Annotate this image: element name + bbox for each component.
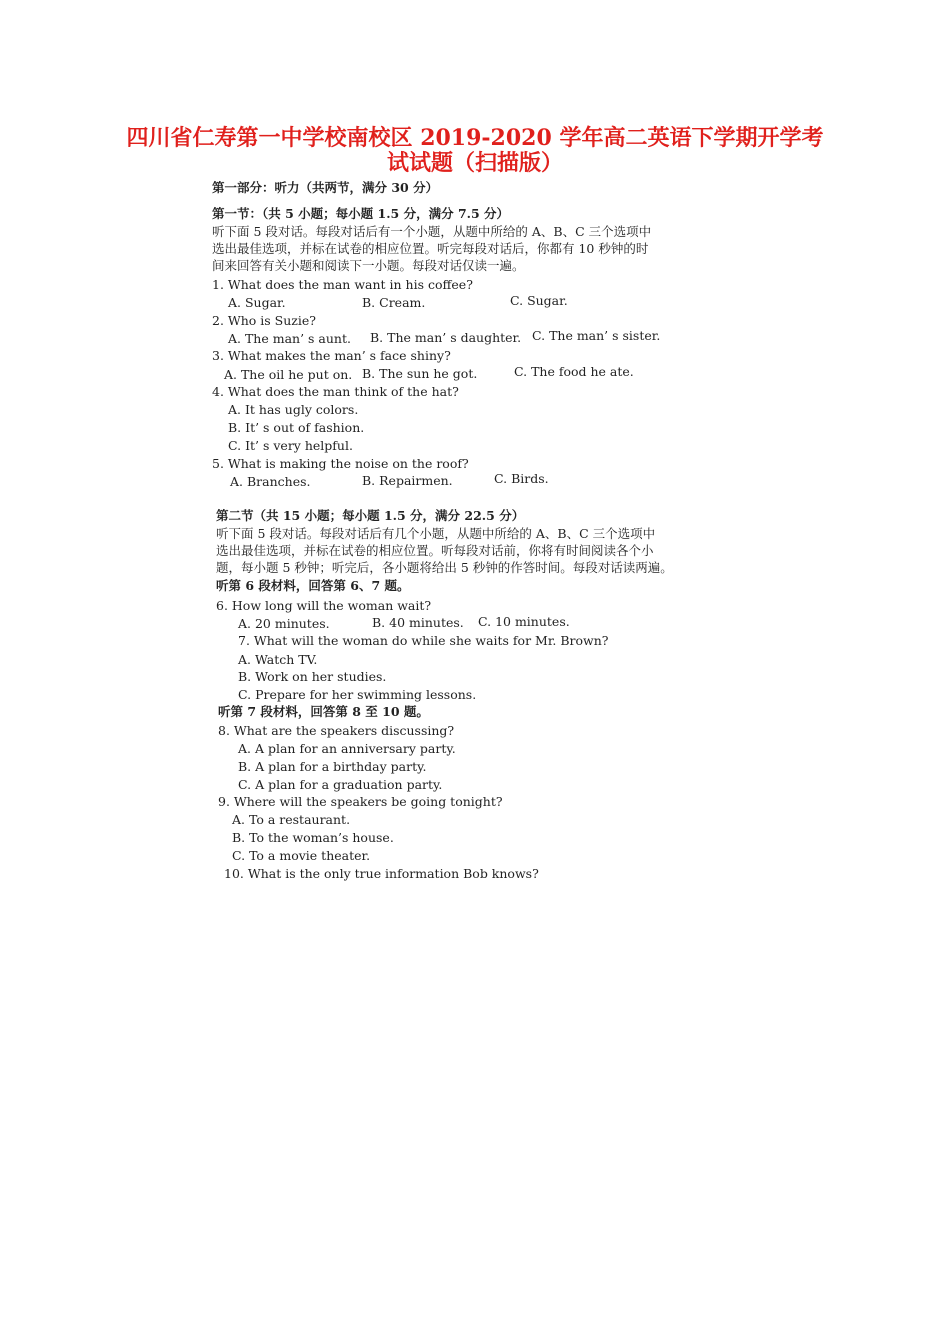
q9-option-a: A. To a restaurant. <box>232 812 351 827</box>
q1-option-b: B. Cream. <box>362 295 426 310</box>
q3-option-a: A. The oil he put on. <box>224 367 353 382</box>
question-1: 1. What does the man want in his coffee? <box>212 277 473 292</box>
scanned-exam-page <box>212 176 692 888</box>
q8-option-c: C. A plan for a graduation party. <box>238 777 443 792</box>
question-4: 4. What does the man think of the hat? <box>212 384 459 399</box>
q9-option-c: C. To a movie theater. <box>232 848 371 863</box>
section2-instruction: 题，每小题 5 秒钟；听完后，各小题将给出 5 秒钟的作答时间。每段对话读两遍。 <box>216 560 673 575</box>
q8-option-a: A. A plan for an anniversary party. <box>238 741 456 756</box>
question-6: 6. How long will the woman wait? <box>216 598 432 613</box>
q2-option-a: A. The man’ s aunt. <box>228 331 351 346</box>
section2-instruction: 选出最佳选项，并标在试卷的相应位置。听每段对话前，你将有时间阅读各个小 <box>216 543 654 558</box>
section2-instruction: 听下面 5 段对话。每段对话后有几个小题，从题中所给的 A、B、C 三个选项中 <box>216 526 656 541</box>
q6-option-a: A. 20 minutes. <box>238 616 330 631</box>
q4-option-a: A. It has ugly colors. <box>228 402 359 417</box>
material-7-heading: 听第 7 段材料，回答第 8 至 10 题。 <box>218 704 429 719</box>
q5-option-b: B. Repairmen. <box>362 473 453 488</box>
q7-option-b: B. Work on her studies. <box>238 669 387 684</box>
question-3: 3. What makes the man’ s face shiny? <box>212 348 451 363</box>
q2-option-c: C. The man’ s sister. <box>532 328 661 343</box>
q5-option-c: C. Birds. <box>494 471 549 486</box>
q4-option-b: B. It’ s out of fashion. <box>228 420 365 435</box>
q7-option-a: A. Watch TV. <box>238 652 318 667</box>
question-9: 9. Where will the speakers be going tonight? <box>218 794 503 809</box>
part1-heading: 第一部分：听力（共两节，满分 30 分） <box>212 180 439 195</box>
question-7: 7. What will the woman do while she waits for Mr. Brown? <box>238 633 609 648</box>
question-8: 8. What are the speakers discussing? <box>218 723 455 738</box>
page-title-line-2: 试试题（扫描版） <box>386 150 563 176</box>
q5-option-a: A. Branches. <box>230 474 311 489</box>
q3-option-c: C. The food he ate. <box>514 364 634 379</box>
q9-option-b: B. To the woman’s house. <box>232 830 394 845</box>
q8-option-b: B. A plan for a birthday party. <box>238 759 427 774</box>
material-6-heading: 听第 6 段材料，回答第 6、7 题。 <box>216 578 410 593</box>
section1-instruction: 选出最佳选项，并标在试卷的相应位置。听完每段对话后，你都有 10 秒钟的时 <box>212 241 649 256</box>
q6-option-c: C. 10 minutes. <box>478 614 570 629</box>
q7-option-c: C. Prepare for her swimming lessons. <box>238 687 477 702</box>
section1-instruction: 听下面 5 段对话。每段对话后有一个小题，从题中所给的 A、B、C 三个选项中 <box>212 224 652 239</box>
section1-heading: 第一节：（共 5 小题；每小题 1.5 分，满分 7.5 分） <box>212 206 510 221</box>
question-2: 2. Who is Suzie? <box>212 313 316 328</box>
section2-heading: 第二节（共 15 小题；每小题 1.5 分，满分 22.5 分） <box>216 508 525 523</box>
section1-instruction: 间来回答有关小题和阅读下一小题。每段对话仅读一遍。 <box>212 258 525 273</box>
page-title-line-1: 四川省仁寿第一中学校南校区 2019-2020 学年高二英语下学期开学考 <box>126 125 824 151</box>
q3-option-b: B. The sun he got. <box>362 366 478 381</box>
q1-option-a: A. Sugar. <box>228 295 286 310</box>
question-5: 5. What is making the noise on the roof? <box>212 456 469 471</box>
question-10: 10. What is the only true information Bob knows? <box>224 866 539 881</box>
q1-option-c: C. Sugar. <box>510 293 568 308</box>
q4-option-c: C. It’ s very helpful. <box>228 438 353 453</box>
q6-option-b: B. 40 minutes. <box>372 615 464 630</box>
q2-option-b: B. The man’ s daughter. <box>370 330 522 345</box>
